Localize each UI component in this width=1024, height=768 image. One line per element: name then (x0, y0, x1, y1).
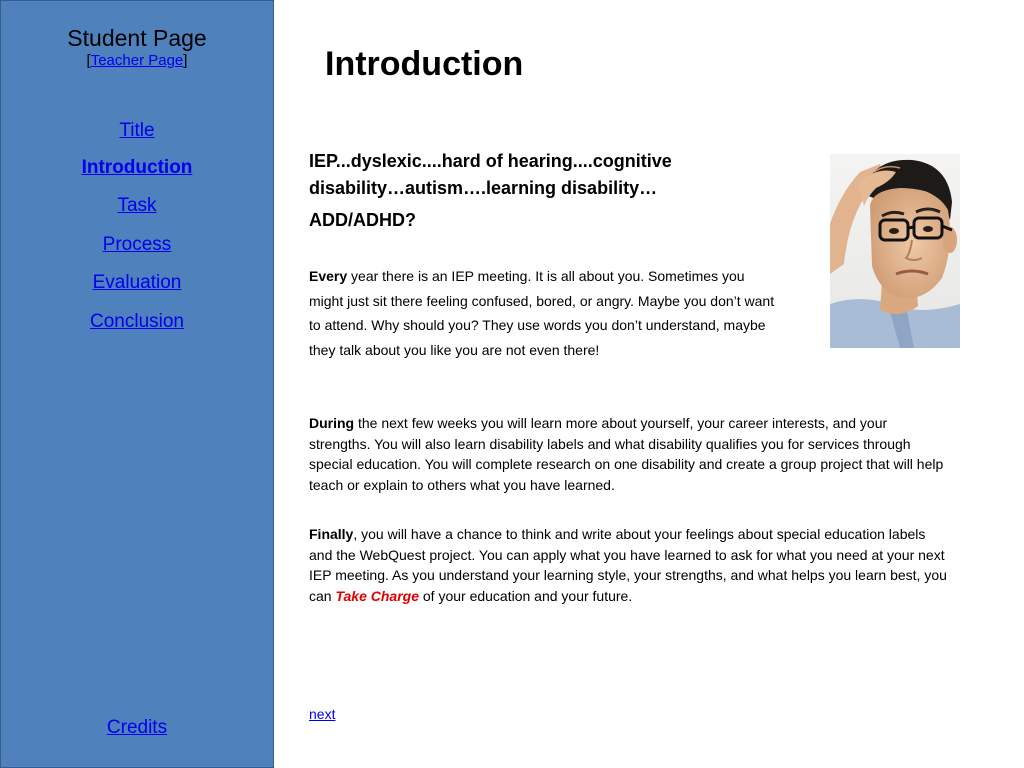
teacher-page-line (1, 52, 273, 70)
intro-heading: IEP...dyslexic....hard of hearing....cognitive disability…autism….learning disability… (309, 151, 672, 198)
nav-introduction-link[interactable]: Introduction (81, 157, 193, 178)
page-title: Introduction (325, 45, 524, 83)
para2-text: the next few weeks you will learn more about yourself, your career interests, and your strengths. You will also learn disability labels and what disability qualifies you for services through special education. You will complete research on one disability and create a group project that will help teach or explain to others what you have learned. (309, 415, 944, 493)
nav-conclusion-link[interactable]: Conclusion (90, 311, 184, 332)
para2-lead: During (309, 415, 355, 431)
para1-text: year there is an IEP meeting. It is all about you. Sometimes you might just sit there feeling confused, bored, or angry. Maybe you don’t want to attend. Why should you? They use words you don’t understand, maybe they talk about you like you are not even there! (309, 268, 775, 358)
intro-heading-line2: ADD/ADHD? (309, 210, 416, 230)
take-charge-emphasis: Take Charge (335, 587, 419, 604)
teacher-page-link[interactable]: Teacher Page (90, 52, 184, 69)
intro-paragraph-every (309, 264, 779, 362)
credits-link[interactable]: Credits (106, 717, 168, 738)
nav-evaluation-link[interactable]: Evaluation (92, 272, 182, 293)
confused-man-photo (830, 154, 960, 348)
bracket-close: ] (183, 52, 188, 69)
intro-paragraph-finally (309, 524, 949, 606)
para3-text: , you will have a chance to think and write about your feelings about special education labels and the WebQuest project. You can apply what you have learned to ask for what you need at your next IEP meeting. As you understand your learning style, your strengths, and what helps you learn best, you can (309, 526, 947, 604)
intro-paragraph-during (309, 413, 949, 495)
nav-process-link[interactable]: Process (102, 234, 172, 255)
para3-lead: Finally (309, 526, 354, 542)
para1-lead: Every (309, 268, 348, 284)
sidebar-title: Student Page (67, 25, 207, 51)
next-link[interactable]: next (309, 706, 336, 722)
nav-title-link[interactable]: Title (119, 120, 155, 141)
para3-end: of your education and your future. (418, 587, 633, 604)
sidebar (0, 0, 274, 768)
nav-task-link[interactable]: Task (117, 195, 157, 216)
bracket-open: [ (86, 52, 91, 69)
